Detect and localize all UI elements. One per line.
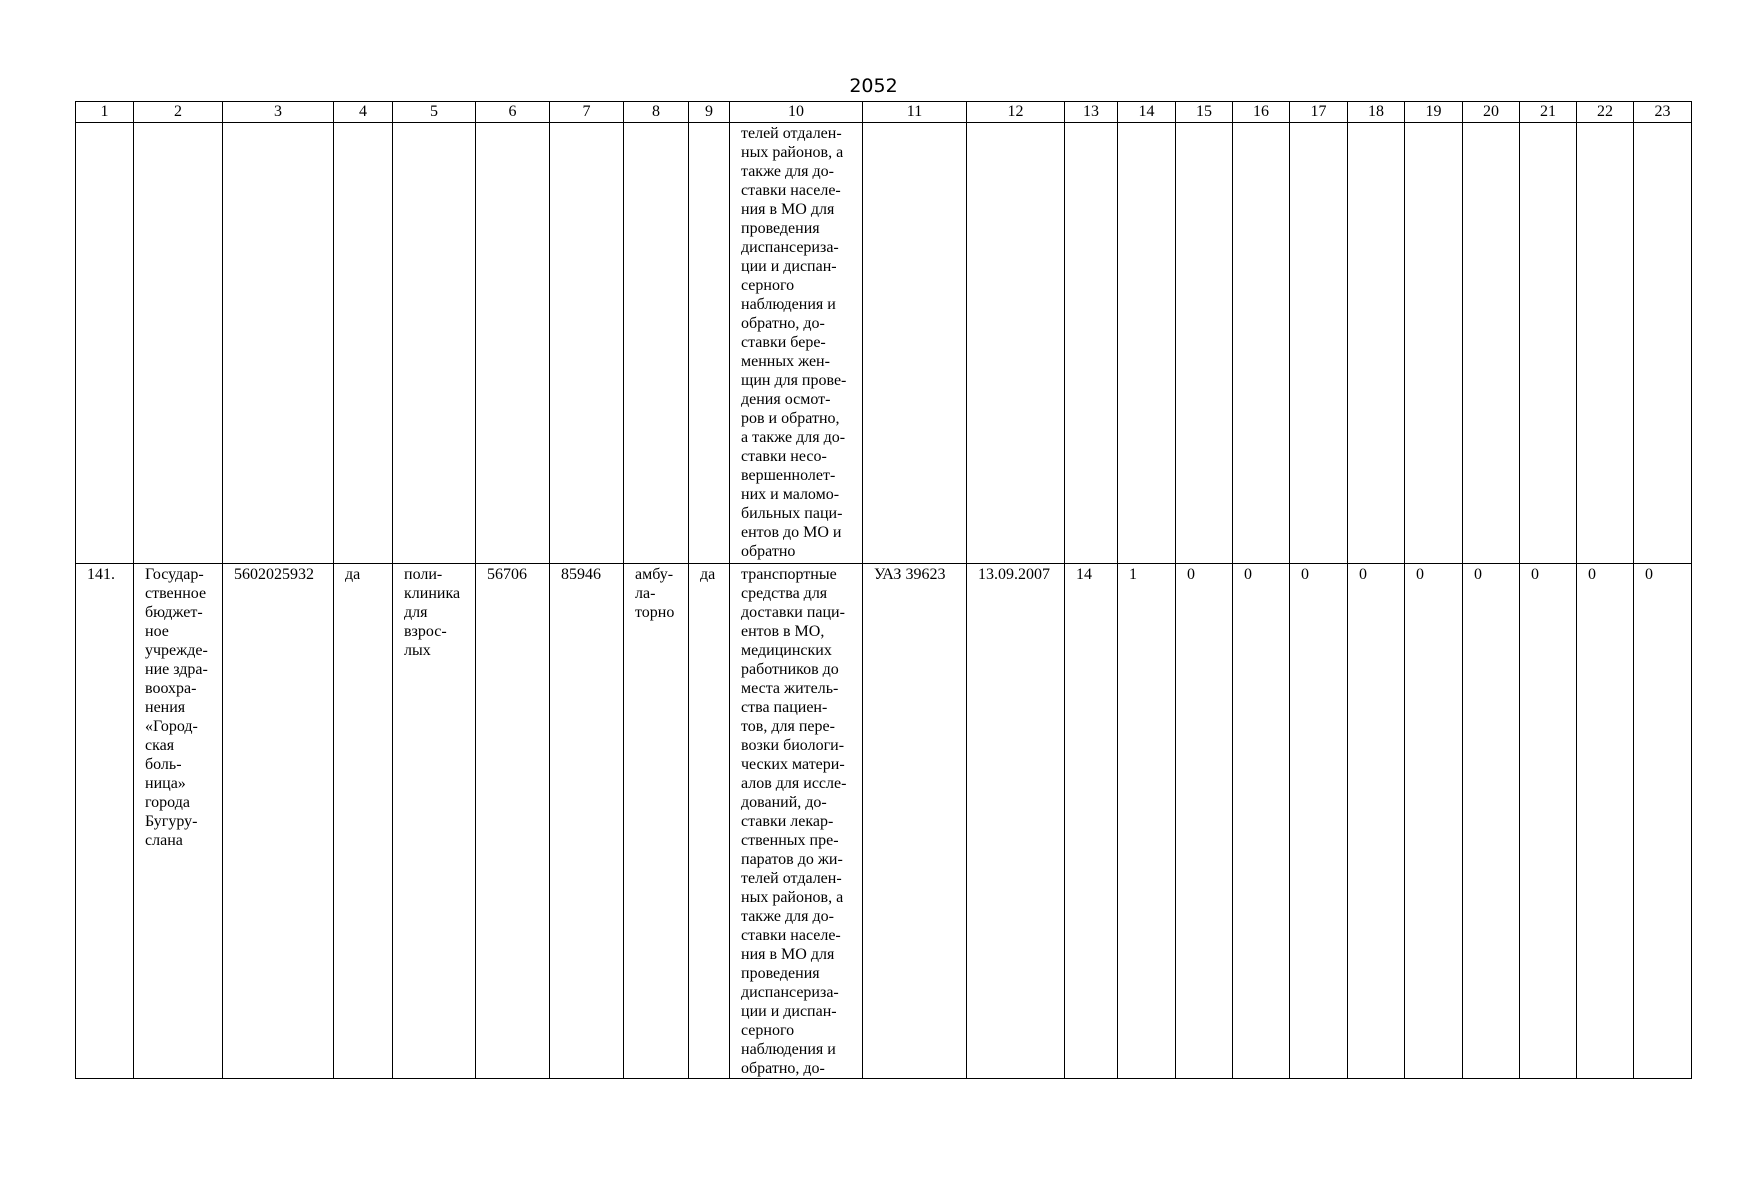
text-line: ров и обратно,	[741, 410, 840, 427]
cont-cell-9	[689, 123, 730, 564]
column-number-4: 4	[334, 102, 393, 123]
text-line: ставки бере-	[741, 334, 826, 351]
column-number-3: 3	[223, 102, 334, 123]
text-line: ставки несо-	[741, 448, 827, 465]
vehicle-model-cell: УАЗ 39623	[863, 564, 967, 1079]
text-line: медицинских	[741, 642, 832, 659]
text-line: ентов до МО и	[741, 524, 842, 541]
cell-16: 0	[1233, 564, 1290, 1079]
text-line: менных жен-	[741, 353, 830, 370]
text-line: диспансеризa-	[741, 239, 839, 256]
cont-cell-12	[967, 123, 1065, 564]
column-number-9: 9	[689, 102, 730, 123]
text-line: щин для прове-	[741, 372, 847, 389]
text-line: серного	[741, 277, 795, 294]
text-line: ние здра-	[145, 661, 208, 678]
table-row-141	[76, 564, 1692, 1079]
cont-cell-15	[1176, 123, 1233, 564]
cell-23: 0	[1634, 564, 1692, 1079]
text-line: «Город-	[145, 718, 198, 735]
text-line: Бугуру-	[145, 813, 198, 830]
text-line: города	[145, 794, 190, 811]
text-line: паратов до жи-	[741, 851, 843, 868]
cell-18: 0	[1348, 564, 1405, 1079]
text-line: наблюдения и	[741, 1041, 836, 1058]
care-conditions-cell	[624, 564, 689, 1079]
column-number-5: 5	[393, 102, 476, 123]
text-line: бюджет-	[145, 604, 203, 621]
text-line: для	[404, 604, 428, 621]
text-line: слана	[145, 832, 183, 849]
text-line: места житель-	[741, 680, 839, 697]
cont-cell-1	[76, 123, 134, 564]
text-line: ции и диспан-	[741, 1003, 837, 1020]
cell-17: 0	[1290, 564, 1348, 1079]
text-line: обратно, до-	[741, 315, 825, 332]
cont-cell-20	[1463, 123, 1520, 564]
cont-cell-13	[1065, 123, 1118, 564]
cont-cell-8	[624, 123, 689, 564]
text-line: них и маломо-	[741, 486, 840, 503]
text-line: также для до-	[741, 908, 834, 925]
cell-19: 0	[1405, 564, 1463, 1079]
transport-purpose-cell	[730, 564, 863, 1079]
cell-7: 85946	[550, 564, 624, 1079]
column-number-row	[76, 102, 1692, 123]
text-line: бильных паци-	[741, 505, 843, 522]
cont-cell-14	[1118, 123, 1176, 564]
text-line: средства для	[741, 585, 828, 602]
column-number-16: 16	[1233, 102, 1290, 123]
text-line: учрежде-	[145, 642, 208, 659]
column-number-6: 6	[476, 102, 550, 123]
column-number-12: 12	[967, 102, 1065, 123]
text-line: ставки населе-	[741, 182, 841, 199]
cont-cell-6	[476, 123, 550, 564]
text-line: проведения	[741, 965, 820, 982]
cell-14: 1	[1118, 564, 1176, 1079]
text-line: наблюдения и	[741, 296, 836, 313]
text-line: тов, для пере-	[741, 718, 835, 735]
column-number-21: 21	[1520, 102, 1577, 123]
cont-cell-purpose	[730, 123, 863, 564]
column-number-19: 19	[1405, 102, 1463, 123]
text-line: Государ-	[145, 566, 204, 583]
text-line: ственных пре-	[741, 832, 839, 849]
inn-cell: 5602025932	[223, 564, 334, 1079]
text-line: ственное	[145, 585, 207, 602]
text-line: ская	[145, 737, 175, 754]
cont-cell-17	[1290, 123, 1348, 564]
page-number: 2052	[849, 75, 898, 97]
text-line: торно	[635, 604, 675, 621]
date-cell: 13.09.2007	[967, 564, 1065, 1079]
column-number-11: 11	[863, 102, 967, 123]
text-line: ных районов, а	[741, 144, 844, 161]
text-line: воохра-	[145, 680, 197, 697]
text-line: лых	[404, 642, 431, 659]
subdivision-type-cell	[393, 564, 476, 1079]
text-line: также для до-	[741, 163, 834, 180]
text-line: ства пациен-	[741, 699, 828, 716]
column-number-22: 22	[1577, 102, 1634, 123]
text-line: ния в МО для	[741, 201, 835, 218]
text-line: телей отдален-	[741, 125, 842, 142]
text-line: взрос-	[404, 623, 447, 640]
text-line: обратно	[741, 543, 796, 560]
text-line: ции и диспан-	[741, 258, 837, 275]
text-line: боль-	[145, 756, 182, 773]
text-line: дения осмот-	[741, 391, 831, 408]
cont-cell-16	[1233, 123, 1290, 564]
text-line: серного	[741, 1022, 795, 1039]
text-line: ставки лекар-	[741, 813, 834, 830]
cont-cell-4	[334, 123, 393, 564]
text-line: диспансеризa-	[741, 984, 839, 1001]
cont-cell-23	[1634, 123, 1692, 564]
column-number-7: 7	[550, 102, 624, 123]
cont-cell-2	[134, 123, 223, 564]
text-line: транспортные	[741, 566, 837, 583]
organization-name-cell	[134, 564, 223, 1079]
cont-cell-5	[393, 123, 476, 564]
text-line: ла-	[635, 585, 656, 602]
register-table	[75, 101, 1692, 1079]
text-line: обратно, до-	[741, 1060, 825, 1077]
column-number-15: 15	[1176, 102, 1233, 123]
text-line: ставки населе-	[741, 927, 841, 944]
text-line: проведения	[741, 220, 820, 237]
cell-21: 0	[1520, 564, 1577, 1079]
text-line: алов для иссле-	[741, 775, 847, 792]
column-number-10: 10	[730, 102, 863, 123]
text-line: амбу-	[635, 566, 674, 583]
column-number-23: 23	[1634, 102, 1692, 123]
text-line: работников до	[741, 661, 839, 678]
column-number-8: 8	[624, 102, 689, 123]
text-line: а также для до-	[741, 429, 846, 446]
cell-22: 0	[1577, 564, 1634, 1079]
text-line: поли-	[404, 566, 443, 583]
column-number-14: 14	[1118, 102, 1176, 123]
cell-13: 14	[1065, 564, 1118, 1079]
cont-cell-18	[1348, 123, 1405, 564]
cell-9: да	[689, 564, 730, 1079]
cont-cell-3	[223, 123, 334, 564]
text-line: ческих матери-	[741, 756, 845, 773]
text-line: доставки паци-	[741, 604, 845, 621]
text-line: возки биологи-	[741, 737, 845, 754]
text-line: нения	[145, 699, 186, 716]
text-line: ное	[145, 623, 169, 640]
cell-15: 0	[1176, 564, 1233, 1079]
cont-cell-19	[1405, 123, 1463, 564]
text-line: ентов в МО,	[741, 623, 825, 640]
column-number-1: 1	[76, 102, 134, 123]
text-line: телей отдален-	[741, 870, 842, 887]
table-row-continued	[76, 123, 1692, 564]
text-line: дований, до-	[741, 794, 827, 811]
cont-cell-11	[863, 123, 967, 564]
text-line: клиника	[404, 585, 461, 602]
text-line: ных районов, а	[741, 889, 844, 906]
cont-cell-7	[550, 123, 624, 564]
column-number-13: 13	[1065, 102, 1118, 123]
text-line: ния в МО для	[741, 946, 835, 963]
cont-cell-22	[1577, 123, 1634, 564]
column-number-20: 20	[1463, 102, 1520, 123]
column-number-18: 18	[1348, 102, 1405, 123]
column-number-17: 17	[1290, 102, 1348, 123]
cell-6: 56706	[476, 564, 550, 1079]
cont-cell-21	[1520, 123, 1577, 564]
row-number-cell: 141.	[76, 564, 134, 1079]
cell-20: 0	[1463, 564, 1520, 1079]
cell-4: да	[334, 564, 393, 1079]
column-number-2: 2	[134, 102, 223, 123]
text-line: вершеннолет-	[741, 467, 836, 484]
text-line: ница»	[145, 775, 186, 792]
